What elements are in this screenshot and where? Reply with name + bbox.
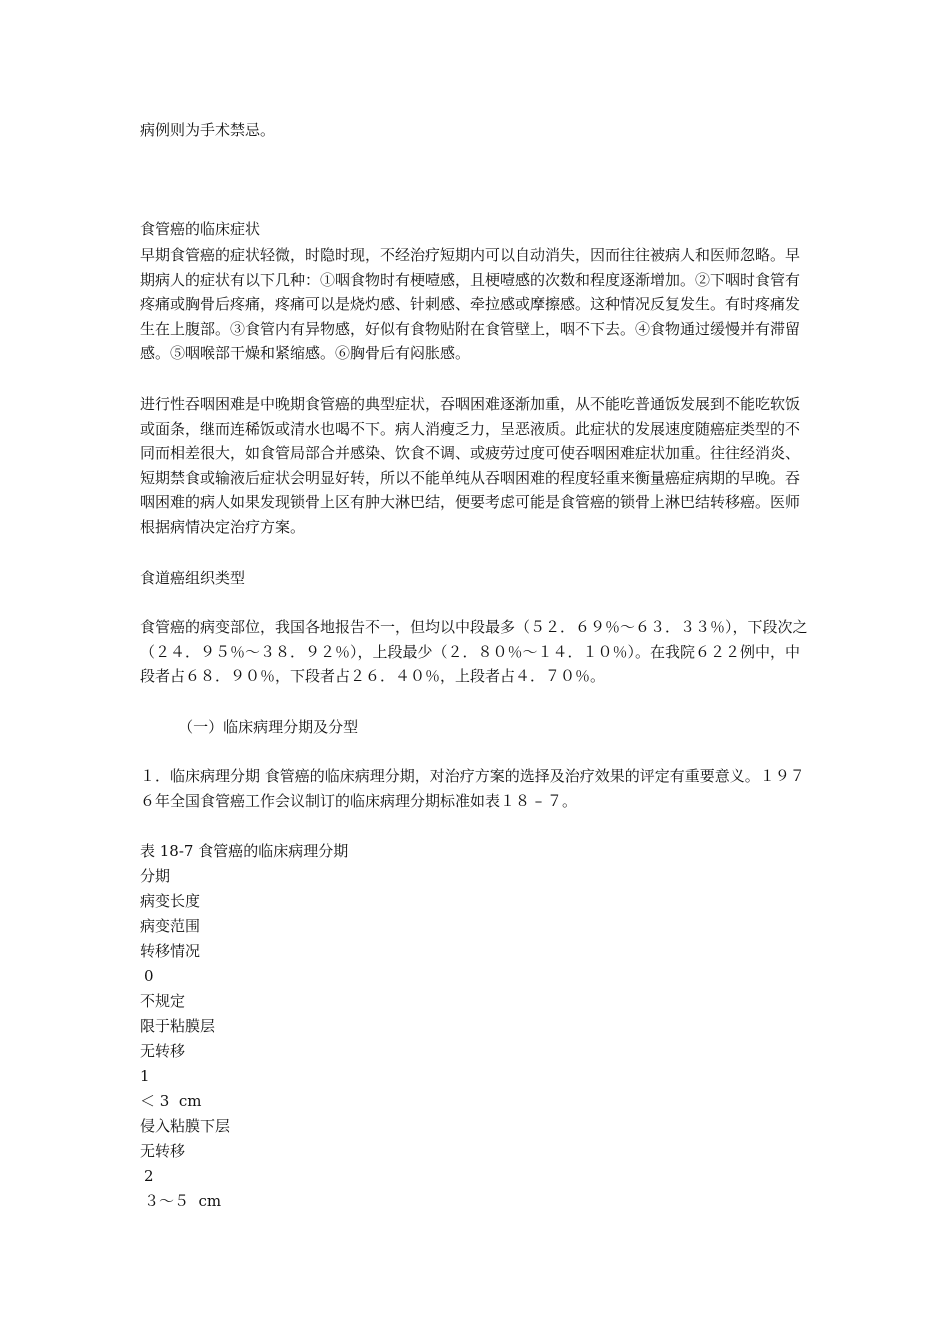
symptoms-heading: 食管癌的临床症状 — [140, 220, 261, 238]
types-heading: 食道癌组织类型 — [140, 569, 246, 587]
table-cell: 限于粘膜层 — [140, 1017, 216, 1035]
early-symptoms-paragraph: 早期食管癌的症状轻微，时隐时现，不经治疗短期内可以自动消失，因而往往被病人和医师忽略。早期病人的症状有以下几种：①咽食物时有梗噎感，且梗噎感的次数和程度逐渐增加。②下咽时食管有疼痛或胸骨后疼痛，疼痛可以是烧灼感、针刺感、牵拉感或摩擦感。这种情况反复发生。有时疼痛发生在上腹部。③食管内有异物感，好似有食物贴附在食管壁上，咽不下去。④食物通过缓慢并有滞留感。⑤咽喉部干燥和紧缩感。⑥胸骨后有闷胀感。 — [140, 246, 801, 362]
table-cell: 无转移 — [140, 1142, 186, 1160]
location-paragraph: 食管癌的病变部位，我国各地报告不一，但均以中段最多（５２．６９％～６３．３３％），下段次之（２４．９５％～３８．９２％），上段最少（２．８０％～１４．１０％）。在我院６２２例中，中段者占６８．９０％，下段者占２６．４０％，上段者占４．７０％。 — [140, 618, 808, 685]
table-cell: 0 — [144, 967, 154, 985]
table-cell: 2 — [144, 1167, 154, 1185]
intro-line: 病例则为手术禁忌。 — [140, 121, 276, 139]
table-cell: ＜ 3 cm — [140, 1092, 202, 1110]
table-caption: 表 18-7 食管癌的临床病理分期 — [140, 842, 349, 860]
late-symptoms-paragraph: 进行性吞咽困难是中晚期食管癌的典型症状，吞咽困难逐渐加重，从不能吃普通饭发展到不能吃软饭或面条，继而连稀饭或清水也喝不下。病人消瘦乏力，呈恶液质。此症状的发展速度随癌症类型的不同而相差很大，如食管局部合并感染、饮食不调、或疲劳过度可使吞咽困难症状加重。往往经消炎、短期禁食或输液后症状会明显好转，所以不能单纯从吞咽困难的程度轻重来衡量癌症病期的早晚。吞咽困难的病人如果发现锁骨上区有肿大淋巴结，便要考虑可能是食管癌的锁骨上淋巴结转移癌。医师根据病情决定治疗方案。 — [140, 395, 801, 536]
table-cell: 不规定 — [140, 992, 186, 1010]
staging-paragraph: １．临床病理分期 食管癌的临床病理分期，对治疗方案的选择及治疗效果的评定有重要意义。１９７６年全国食管癌工作会议制订的临床病理分期标准如表１８ – ７。 — [140, 767, 805, 810]
table-cell: ３～５ cm — [144, 1192, 222, 1210]
staging-subheading: （一）临床病理分期及分型 — [140, 718, 359, 736]
table-cell: 无转移 — [140, 1042, 186, 1060]
table-header-extent: 病变范围 — [140, 917, 201, 935]
table-header-stage: 分期 — [140, 867, 171, 885]
table-cell: 1 — [140, 1067, 150, 1085]
table-header-length: 病变长度 — [140, 892, 201, 910]
table-cell: 侵入粘膜下层 — [140, 1117, 231, 1135]
table-header-metastasis: 转移情况 — [140, 942, 201, 960]
